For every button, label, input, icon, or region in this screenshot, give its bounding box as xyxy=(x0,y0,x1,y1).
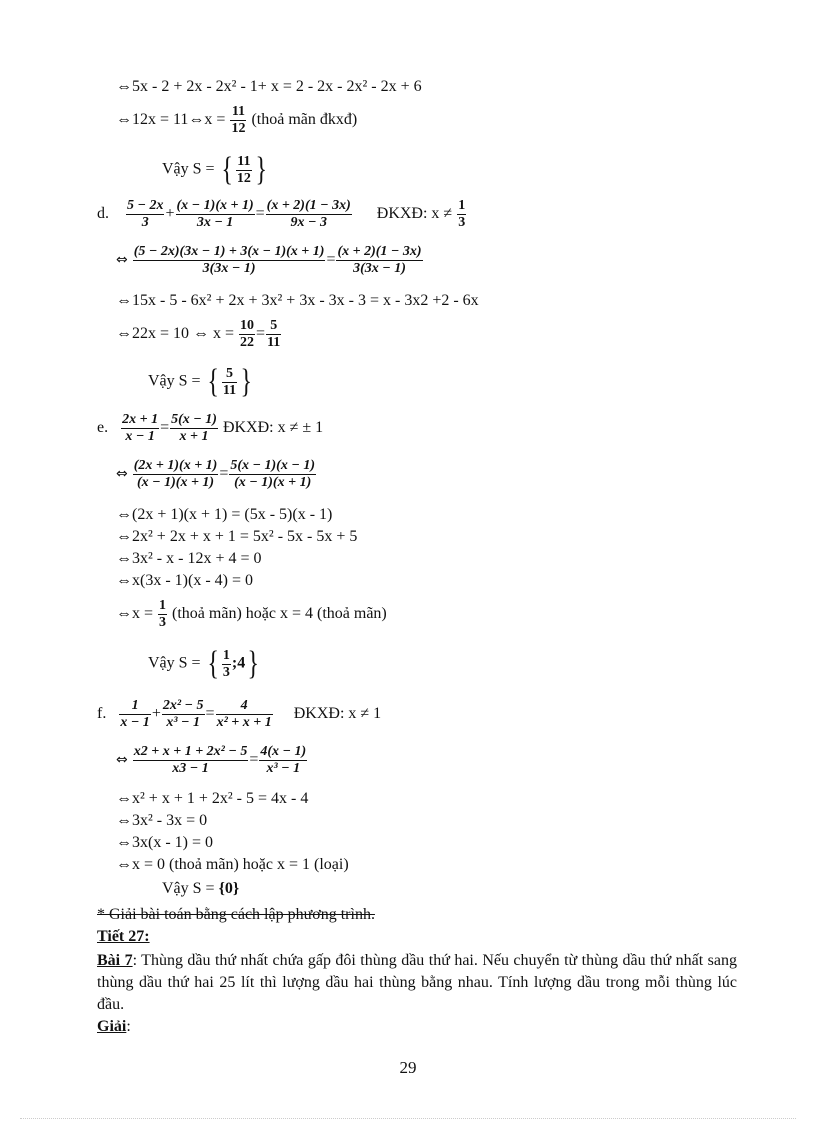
equation-line: ⇔15x - 5 - 6x² + 2x + 3x² + 3x - 3x - 3 = x - 3x2 +2 - 6x xyxy=(116,292,479,309)
section-title: * Giải bài toán bằng cách lập phương trình. xyxy=(97,906,375,923)
page-divider xyxy=(20,1118,796,1119)
item-label: e. xyxy=(97,419,109,437)
equation-line: ⇔x(3x - 1)(x - 4) = 0 xyxy=(116,572,253,589)
item-label: d. xyxy=(97,205,109,223)
solution-set: Vậy S = { $\frac{5}{11}$ } xyxy=(148,363,253,400)
equation-line: ⇔x² + x + 1 + 2x² - 5 = 4x - 4 xyxy=(116,790,309,807)
note-text: (thoả mãn đkxđ) xyxy=(251,111,358,129)
equation-line: ⇔5x - 2 + 2x - 2x² - 1+ x = 2 - 2x - 2x² - 2x + 6 xyxy=(116,78,422,95)
equation-text: ⇔12x = 11⇔x = xyxy=(116,111,226,129)
equation-line: ⇔22x = 10 ⇔ x = $\frac{10}{22}$ = $\frac{5}{11}$ xyxy=(116,318,281,350)
item-label: f. xyxy=(97,705,107,723)
equation-line: ⇔ $\frac{\text{x2 + x + 1 + 2x² − 5}}{x3 - 1}$ = $\frac{4(x - 1)}{\text{x³ − 1}}$ xyxy=(116,744,307,776)
equation-line xyxy=(116,104,357,137)
solution-heading: Giải: xyxy=(97,1018,131,1035)
solution-set: Vậy S = { $\frac{1}{3}$ ;4} xyxy=(148,645,260,682)
equation-line: ⇔3x(x - 1) = 0 xyxy=(116,834,214,851)
solution-set: Vậy S = {0} xyxy=(162,880,240,897)
equation-line: ⇔2x² + 2x + x + 1 = 5x² - 5x - 5x + 5 xyxy=(116,528,358,545)
fraction: $\frac{11}{12}$ xyxy=(231,104,246,136)
lesson-heading: Tiết 27: xyxy=(97,928,150,945)
page-number: 29 xyxy=(399,1058,417,1077)
solution-set: Vậy S = { $\frac{11}{12}$ } xyxy=(162,151,267,188)
equation-line: ⇔3x² - x - 12x + 4 = 0 xyxy=(116,550,262,567)
equation-e: e. $\frac{2x + 1}{x - 1}$ = $\frac{5(x - 1)}{x + 1}$ ĐKXĐ: x ≠ ± 1 xyxy=(97,412,324,444)
equation-line: ⇔(2x + 1)(x + 1) = (5x - 5)(x - 1) xyxy=(116,506,333,523)
exercise-label: Bài 7 xyxy=(97,952,133,969)
equation-line: ⇔x = 0 (thoả mãn) hoặc x = 1 (loại) xyxy=(116,856,349,873)
equation-line: ⇔x = $\frac{1}{3}$ (thoả mãn) hoặc x = 4 (thoả mãn) xyxy=(116,598,387,630)
equation-d: d. $\frac{5 - 2x}{3}$ + $\frac{(x - 1)(x + 1)}{3x - 1}$ = $\frac{(x + 2)(1 - 3x)}{9x - 3}$ ĐKXĐ: x ≠ $\frac{1}{3}$ xyxy=(97,198,466,230)
exercise-text: : Thùng dầu thứ nhất chứa gấp đôi thùng dầu thứ hai. Nếu chuyển từ thùng dầu thứ nhất sang thùng dầu thứ hai 25 lít thì lượng dầu hai thùng bằng nhau. Tính lượng dầu trong mỗi thùng lúc đầu. xyxy=(97,952,738,1013)
equation-line: ⇔ $\frac{(2x + 1)(x + 1)}{(x - 1)(x + 1)}$ = $\frac{5(x - 1)(x - 1)}{(x - 1)(x + 1)}$ xyxy=(116,458,315,490)
equation-line: ⇔3x² - 3x = 0 xyxy=(116,812,208,829)
equation-f: f. $\frac{1}{x - 1}$ + $\frac{\text{2x² − 5}}{\text{x³ − 1}}$ = $\frac{4}{\text{x² + x + 1}}$ ĐKXĐ: x ≠ 1 xyxy=(97,698,382,730)
exercise-paragraph xyxy=(97,950,737,1016)
equation-line: ⇔ $\frac{(5 - 2x)(3x - 1) + 3(x - 1)(x + 1)}{3(3x - 1)}$ = $\frac{(x + 2)(1 - 3x)}{3(3x - 1)}$ xyxy=(116,244,422,276)
